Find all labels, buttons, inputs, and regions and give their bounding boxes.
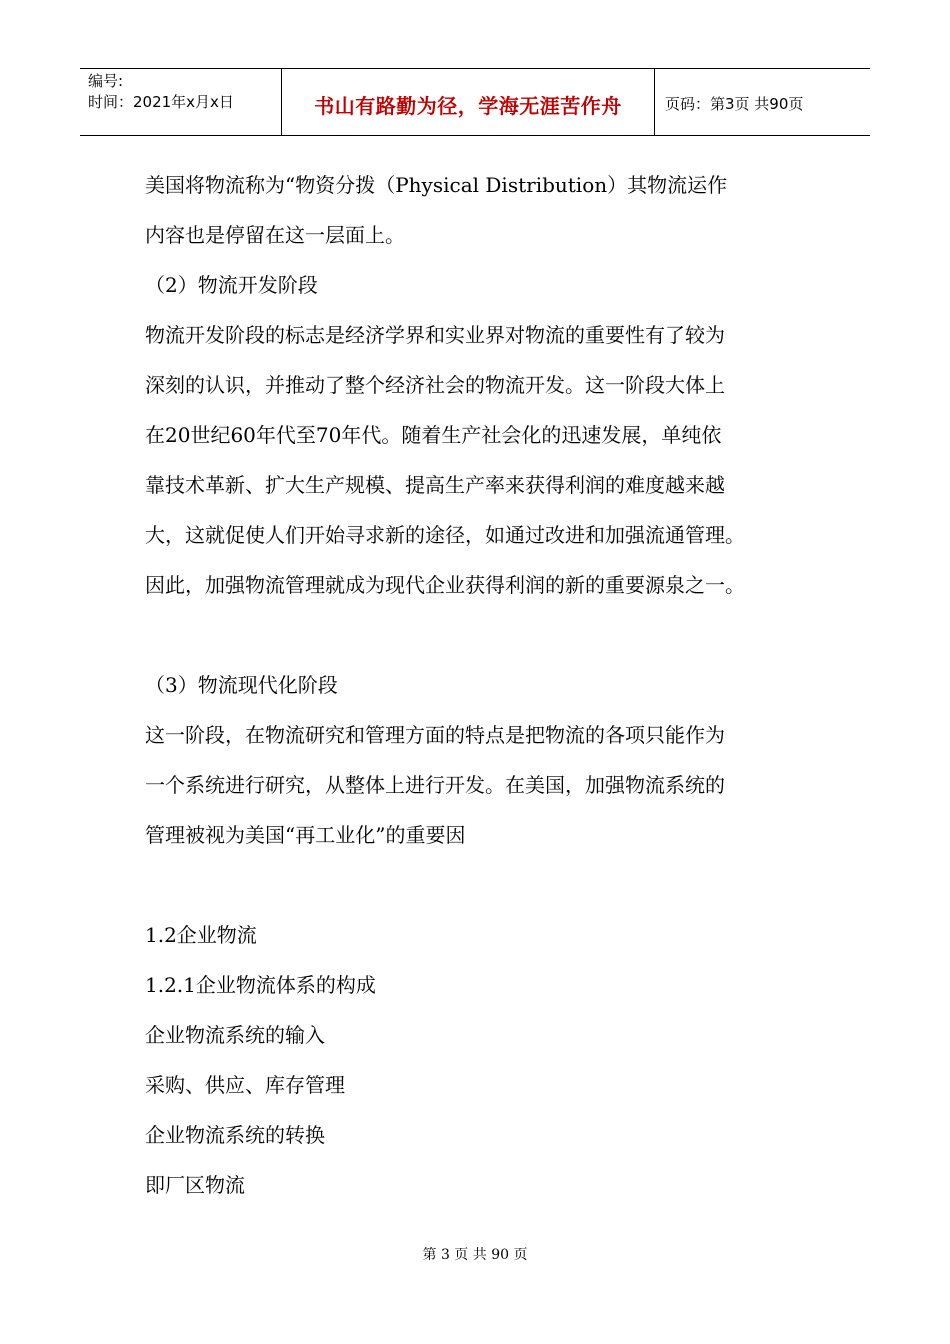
- header-number-label: 编号:: [88, 72, 124, 90]
- paragraph-gap: [145, 860, 835, 910]
- section-heading: （3）物流现代化阶段: [145, 673, 338, 697]
- subsection-heading: 1.2.1企业物流体系的构成: [145, 973, 376, 997]
- header-page-info: 页码：第3页 共90页: [665, 94, 804, 113]
- header-date-label: 时间：2021年x月x日: [88, 93, 234, 111]
- body-line: 物流开发阶段的标志是经济学界和实业界对物流的重要性有了较为: [145, 323, 725, 347]
- paragraph-gap: [145, 610, 835, 660]
- body-line: 靠技术革新、扩大生产规模、提高生产率来获得利润的难度越来越: [145, 473, 725, 497]
- body-line: 内容也是停留在这一层面上。: [145, 223, 405, 247]
- body-line: 深刻的认识，并推动了整个经济社会的物流开发。这一阶段大体上: [145, 373, 725, 397]
- header-meta: [80, 69, 282, 135]
- body-line: 企业物流系统的输入: [145, 1023, 325, 1047]
- body-line: 管理被视为美国“再工业化”的重要因: [145, 823, 466, 847]
- body-line: 在20世纪60年代至70年代。随着生产社会化的迅速发展，单纯依: [145, 423, 722, 447]
- page-footer: 第 3 页 共 90 页: [422, 1247, 528, 1263]
- body-line: 大，这就促使人们开始寻求新的途径，如通过改进和加强流通管理。: [145, 523, 745, 547]
- body-line: 因此，加强物流管理就成为现代企业获得利润的新的重要源泉之一。: [145, 573, 745, 597]
- section-heading: （2）物流开发阶段: [145, 273, 318, 297]
- body-line: 美国将物流称为“物资分拨（Physical Distribution）其物流运作: [145, 173, 728, 197]
- body-line: 企业物流系统的转换: [145, 1123, 325, 1147]
- body-line: 一个系统进行研究，从整体上进行开发。在美国，加强物流系统的: [145, 773, 725, 797]
- document-body: [145, 160, 835, 1210]
- section-heading: 1.2企业物流: [145, 923, 257, 947]
- body-line: 这一阶段，在物流研究和管理方面的特点是把物流的各项只能作为: [145, 723, 725, 747]
- body-line: 采购、供应、库存管理: [145, 1073, 345, 1097]
- header-motto: 书山有路勤为径，学海无涯苦作舟: [282, 69, 655, 135]
- page-header: [80, 68, 870, 136]
- body-line: 即厂区物流: [145, 1173, 245, 1197]
